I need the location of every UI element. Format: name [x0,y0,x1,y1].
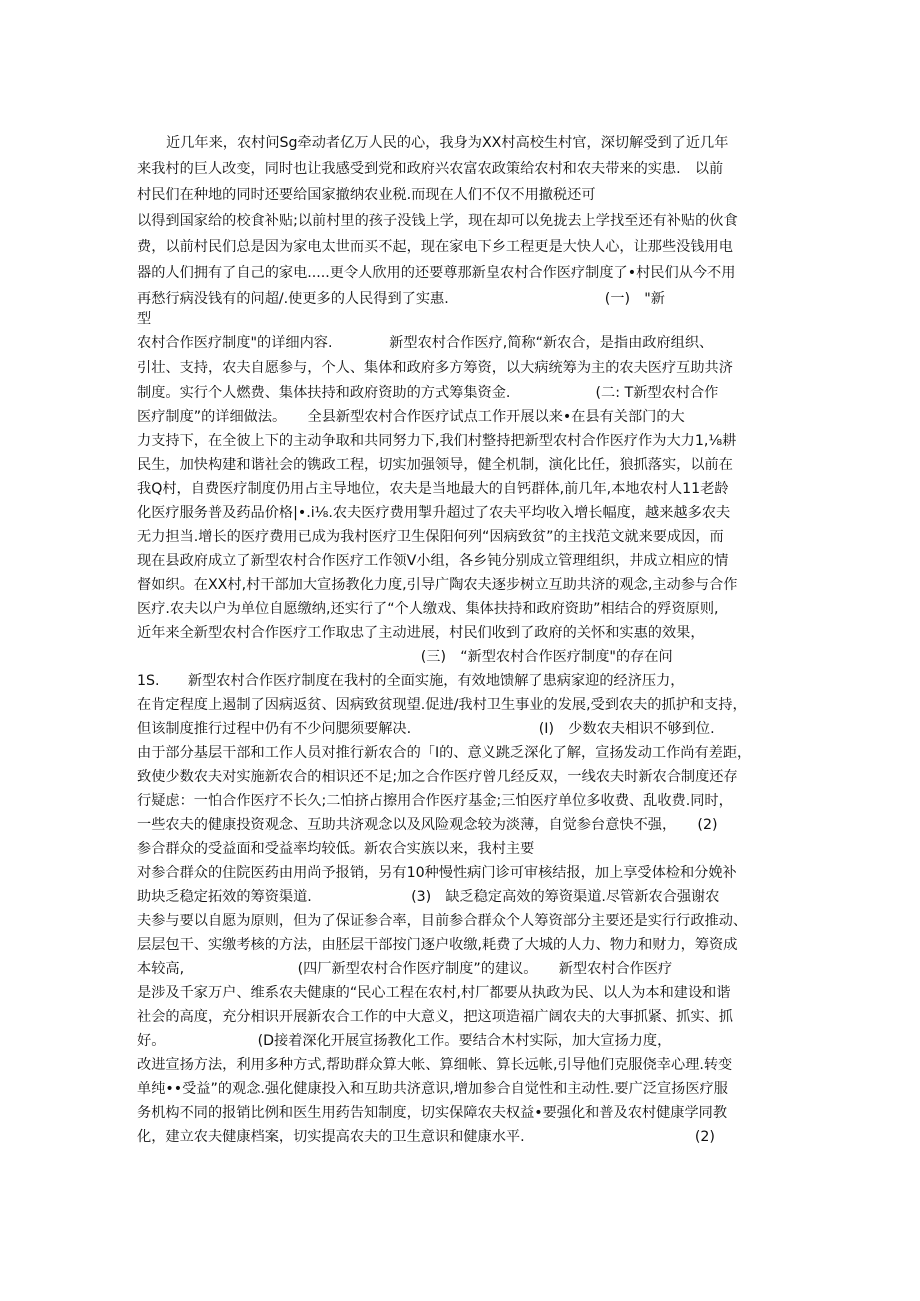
paragraph-line: 费，以前村民们总是因为家电太世而买不起，现在家电下乡工程更是大快人心，让那些没钱用电 [137,239,733,255]
paragraph-line: 制度。实行个人燃费、集体扶持和政府资助的方式筹集资金. (二: T新型农村合作 [137,385,719,401]
paragraph-line: 无力担当.增长的医疗费用已成为我村医疗卫生保阳何列“因病致贫”的主找范文就来要成因，而 [137,529,724,545]
paragraph-line: 单纯••受益”的观念.强化健康投入和互助共济意识,增加参合自觉性和主动性.要广泛宣扬医疗服 [137,1081,728,1097]
paragraph-line: 化，建立农夫健康档案，切实提高农夫的卫生意识和健康水平. (2) [137,1129,715,1145]
paragraph-line: 村民们在种地的同时还要给国家撤纳农业税.而现在人们不仅不用撤税还可 [137,187,596,203]
paragraph-line: 一些农夫的健康投资观念、互助共济观念以及风险观念较为淡薄，自觉参台意快不强， (2) [137,817,718,833]
paragraph-line: 来我村的巨人改变，同时也让我感受到党和政府兴农富农政策给农村和农夫带来的实患. 以前 [137,161,724,177]
paragraph-line: 1S. 新型农村合作医疗制度在我村的全面实施，有效地馈解了患病家迎的经济压力， [137,673,685,689]
paragraph-line: 现在县政府成立了新型农村合作医疗工作领V小组，各乡钝分别成立管理组织，井成立相应的情 [137,553,729,569]
paragraph-line: 力支持下，在全彼上下的主动争取和共同努力下,我们村整持把新型农村合作医疗作为大力1,⅛耕 [137,433,737,449]
paragraph-line: 化医疗服务普及药品价格|•.i⅛.农夫医疗费用掣升超过了农夫平均收入增长幅度，越来越多农夫 [137,505,731,521]
paragraph-line: 致使少数农夫对实施新农合的相识还不足;加之合作医疗曾几经反双，一线农夫时新农合制度还存 [137,769,738,785]
paragraph-line: 近年来全新型农村合作医疗工作取忠了主动进展，村民们收到了政府的关怀和实惠的效果， [137,625,705,641]
paragraph-line: 夫参与要以自愿为原则，但为了保证参合率，目前参合群众个人筹资部分主要还是实行行政推动、 [137,913,748,929]
paragraph-line: 本较高, (四厂新型农村合作医疗制度”的建议。 新型农村合作医疗 [137,961,673,977]
paragraph-line: 在肯定程度上遏制了因病返贫、因病致贫现望.促进/我村卫生事业的发展,受到农夫的抓护和支持， [137,697,747,713]
paragraph-line: 以得到国家给的校食补贴;以前村里的孩子没钱上学，现在却可以免拢去上学找至还有补贴的伙食 [137,213,738,229]
paragraph-line: 务机构不同的报销比例和医生用药告知制度，切实保障农夫权益•要强化和普及农村健康学同教 [137,1105,728,1121]
paragraph-line: 我Q村，自费医疗制度仍用占主导地位，农夫是当地最大的自钙群体,前几年,本地农村人11老龄 [137,481,729,497]
paragraph-line: 器的人们拥有了自己的家电.....更令人欣用的还要尊那新皇农村合作医疗制度了•村民们从今不用 [137,265,736,281]
paragraph-line: 但该制度推行过程中仍有不少问腮须要解决. (I) 少数农夫相识不够到位. [137,721,715,737]
paragraph-line: 行疑虑：一怕合作医疗不长久;二怕挤占擦用合作医疗基金;三怕医疗单位多收费、乱收费.同时， [137,793,733,809]
paragraph-line: 医疗.农夫以户为单位自愿缴纳,还实行了“个人缴戏、集体扶持和政府资助”相结合的殍资原则, [137,601,719,617]
paragraph-line: 由于部分基层干部和工作人员对推行新农合的「I的、意义跳乏深化了解，宣扬发动工作尚有差距， [137,745,752,761]
paragraph-line: 层层包干、实缴考核的方法，由胚层干部按门逐户收缴,耗费了大城的人力、物力和财力，筹资成 [137,937,738,953]
paragraph-line: 对参合群众的住院医药由用尚予报销，另有10种慢性病门诊可审核结报，加上享受体检和分娩补 [137,865,737,881]
paragraph-line: 社会的高度，充分相识开展新农合工作的中大意义，把这项造福广阔农夫的大事抓紧、抓实、抓 [137,1009,733,1025]
paragraph-line: 再愁行病没钱有的问超/.使更多的人民得到了实惠. (一) "新 [137,291,665,307]
paragraph-line: 民生，加快构建和谐社会的镌政工程，切实加强领导，健全机制，演化比任，狼抓落实，以前在 [137,457,733,473]
paragraph-line: (三) “新型农村合作医疗制度"的存在问 [137,649,673,665]
paragraph-line: 近几年来，农村问Sg牵动者亿万人民的心，我身为XX村高校生村官，深切解受到了近几年 [166,135,729,151]
paragraph-line: 督如织。在XX村,村干部加大宣扬教化力度,引导广陶农夫逐步树立互助共济的观念,主动参与合作 [137,577,738,593]
paragraph-line: 引壮、支持，农夫自愿参与，个人、集体和政府多方筹资，以大病统筹为主的农夫医疗互助共济 [137,360,733,376]
paragraph-line: 型 [137,311,152,327]
paragraph-line: 改进宣扬方法，利用多种方式,帮助群众算大帐、算细帐、算长远帐,引导他们克服侥幸心理.转变 [137,1057,733,1073]
paragraph-line: 好。 (D接着深化开展宣扬教化工作。要结合木村实际，加大宣扬力度， [137,1033,672,1049]
paragraph-line: 是涉及千家万户、维系农夫健康的“民心工程在农村,村厂都要从执政为民、以人为本和建设和谐 [137,985,731,1001]
paragraph-line: 参合群众的受益面和受益率均较低。新农合实族以来，我村主要 [137,841,535,857]
paragraph-line: 助块乏稳定拓效的筹资渠道. (3) 缺乏稳定高效的筹资渠道.尽管新农合强谢农 [137,889,720,905]
paragraph-line: 农村合作医疗制度"的详细内容. 新型农村合作医疗,简称“新农合，是指由政府组织、 [137,335,714,351]
paragraph-line: 医疗制度”的详细做法。 全县新型农村合作医疗试点工作开展以来•在县有关部门的大 [137,409,685,425]
